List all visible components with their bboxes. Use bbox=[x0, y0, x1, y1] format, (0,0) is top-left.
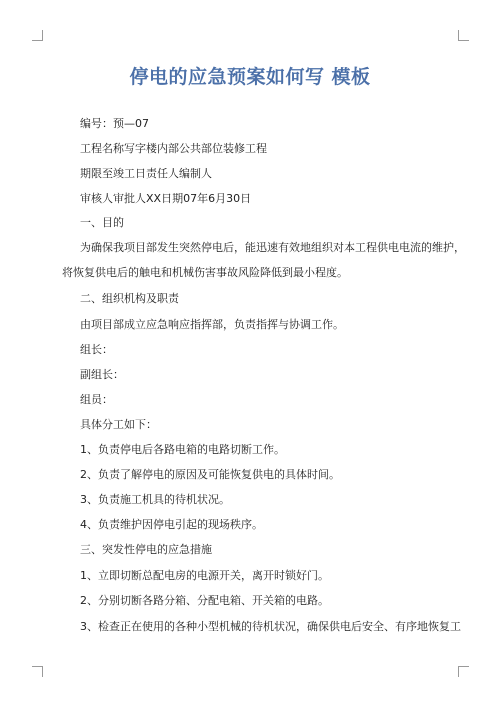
crop-mark-bottom-right bbox=[458, 666, 469, 677]
section-heading-measures: 三、突发性停电的应急措施 bbox=[80, 543, 212, 556]
duty-item: 4、负责维护因停电引起的现场秩序。 bbox=[80, 518, 263, 531]
duty-item: 3、负责施工机具的待机状况。 bbox=[80, 493, 230, 506]
deputy-leader-line: 副组长： bbox=[80, 368, 124, 381]
project-name-line: 工程名称写字楼内部公共部位装修工程 bbox=[80, 142, 267, 155]
duty-item: 1、负责停电后各路电箱的电路切断工作。 bbox=[80, 443, 285, 456]
approval-line: 审核人审批人XX日期07年6月30日 bbox=[80, 192, 252, 205]
section-heading-purpose: 一、目的 bbox=[80, 216, 124, 229]
measure-item: 1、立即切断总配电房的电源开关，离开时锁好门。 bbox=[80, 569, 329, 582]
duties-intro-line: 具体分工如下： bbox=[80, 418, 157, 431]
doc-number-line: 编号：预—07 bbox=[80, 117, 149, 130]
team-members-line: 组员： bbox=[80, 393, 113, 406]
responsibility-line: 期限至竣工日责任人编制人 bbox=[80, 167, 212, 180]
crop-mark-top-left bbox=[32, 30, 43, 41]
measure-item: 3、检查正在使用的各种小型机械的待机状况，确保供电后安全、有序地恢复工 bbox=[80, 620, 461, 633]
document-title: 停电的应急预案如何写 模板 bbox=[129, 66, 371, 88]
measure-item: 2、分别切断各路分箱、分配电箱、开关箱的电路。 bbox=[80, 594, 329, 607]
duty-item: 2、负责了解停电的原因及可能恢复供电的具体时间。 bbox=[80, 468, 340, 481]
crop-mark-top-right bbox=[458, 30, 469, 41]
team-leader-line: 组长： bbox=[80, 343, 113, 356]
purpose-paragraph: 为确保我项目部发生突然停电后，能迅速有效地组织对本工程供电电流的维护， bbox=[80, 241, 465, 254]
section-heading-organization: 二、组织机构及职责 bbox=[80, 292, 179, 305]
purpose-paragraph-continued: 将恢复供电后的触电和机械伤害事故风险降低到最小程度。 bbox=[62, 266, 348, 279]
organization-paragraph: 由项目部成立应急响应指挥部，负责指挥与协调工作。 bbox=[80, 318, 344, 331]
crop-mark-bottom-left bbox=[32, 666, 43, 677]
